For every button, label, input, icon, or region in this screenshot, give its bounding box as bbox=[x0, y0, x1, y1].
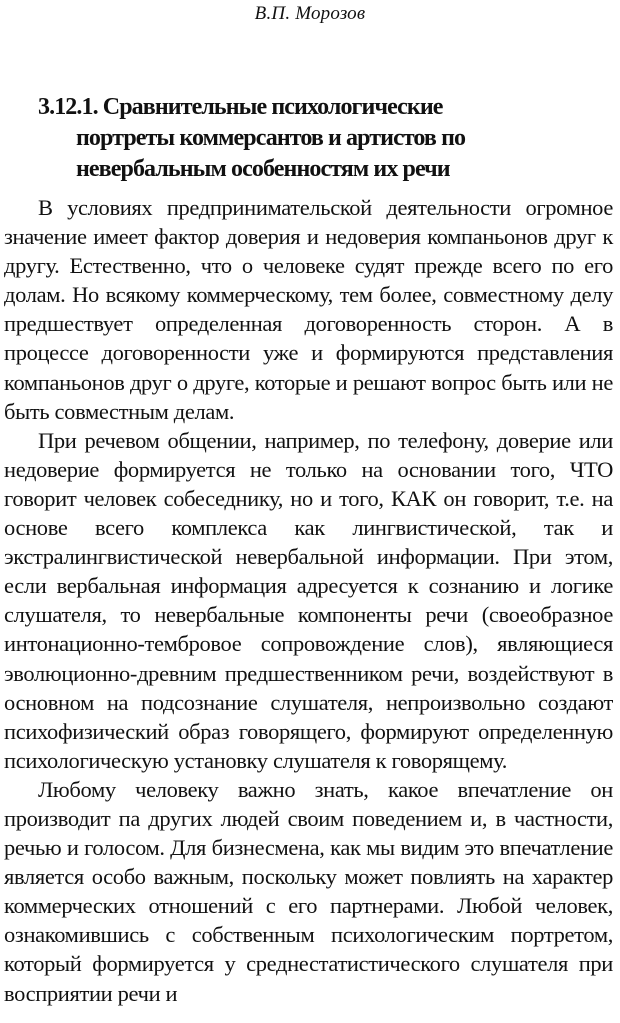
section-heading-line: 3.12.1. Сравнительные психологические bbox=[38, 94, 443, 120]
section-heading-line: портреты коммерсантов и артистов по bbox=[76, 125, 466, 151]
section-heading bbox=[38, 92, 598, 185]
paragraph: В условиях предпринимательской деятельности огромное значение имеет фактор доверия и недоверия компаньонов друг к другу. Естественно, что о человеке судят прежде всего по его долам. Но всякому коммерческому, тем более, совместному делу предшествует определенная договоренность сторон. А в процессе договоренности уже и формируются представления компаньонов друг о друге, которые и решают вопрос быть или не быть совместным делам. bbox=[4, 195, 613, 424]
section-heading-line: невербальным особенностям их речи bbox=[76, 156, 450, 182]
body-text bbox=[4, 193, 613, 1008]
paragraph: Любому человеку важно знать, какое впечатление он производит па других людей своим поведением и, в частности, речью и голосом. Для бизнесмена, как мы видим это впечатление является особо важным, поскольку может повлиять на характер коммерческих отношений с его партнерами. Любой человек, ознакомившись с собственным психологическим портретом, который формируется у среднестатистического слушателя при восприятии речи и bbox=[4, 776, 613, 1006]
paragraph: При речевом общении, например, по телефону, доверие или недоверие формируется не только на основании того, ЧТО говорит человек собеседнику, но и того, КАК он говорит, т.е. на основе всего комплекса как лингвистической, так и экстралингвистической невербальной информации. При этом, если вербальная информация адресуется к сознанию и логике слушателя, то невербальные компоненты речи (своеобразное интонационно-тембровое сопровождение слов), являющиеся эволюционно-древним предшественником речи, воздействуют в основном на подсознание слушателя, непроизвольно создают психофизический образ говорящего, формируют определенную психологическую установку слушателя к говорящему. bbox=[4, 427, 613, 773]
running-header: В.П. Морозов bbox=[254, 3, 366, 24]
